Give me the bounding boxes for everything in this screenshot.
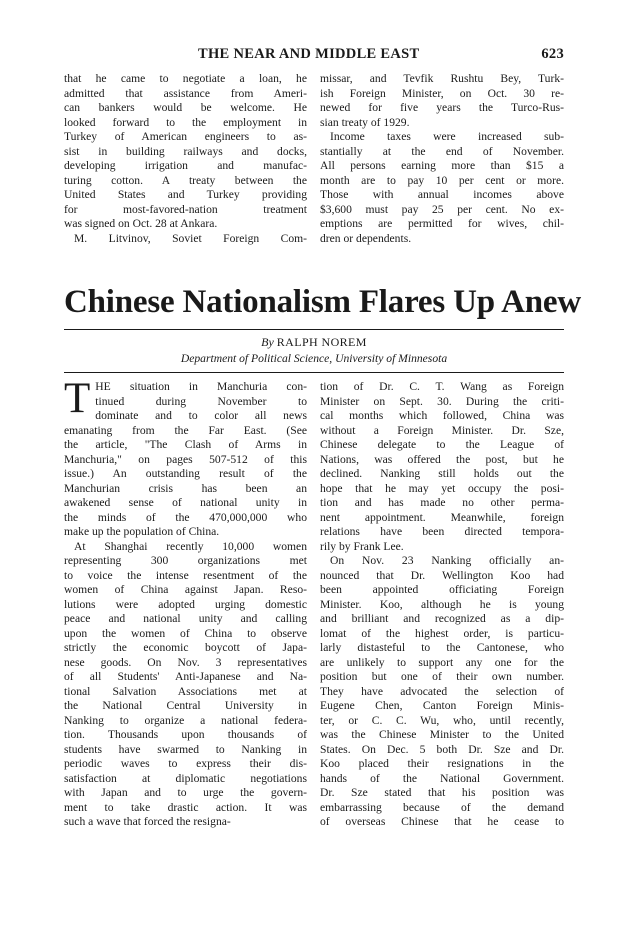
text-line: issue.) An outstanding result of the [64,467,307,480]
text-line: cal months which followed, China was [320,409,564,422]
text-line: Manchuria," on pages 507-512 of this [64,452,307,466]
text-line: nounced that Dr. Wellington Koo had [320,568,564,582]
text-line: awakened sense of national unity in [64,496,307,509]
text-line: that he came to negotiate a loan, he [64,72,307,85]
text-line: HE situation in Manchuria con- [95,380,307,393]
text-line: ter, or C. C. Wu, who, until recently, [320,713,564,727]
text-line: Manchurian crisis has been an [64,481,307,495]
text-line: M. Litvinov, Soviet Foreign Com- [74,231,307,245]
byline [64,335,564,350]
text-line: strictly the economic boycott of Japa- [64,641,307,654]
text-line: stantially at the end of November. [320,144,564,158]
byline-rule [64,372,564,373]
text-line: dren or dependents. [320,231,412,245]
text-line: Dr. Sze stated that his position was [320,786,564,799]
text-line: tion. Thousands upon thousands of [64,728,307,741]
text-line: Eugene Chen, Canton Foreign Minis- [320,699,564,712]
text-line: tinued during November to [95,394,307,408]
text-line: of all Students' Anti-Japanese and Na- [64,670,307,683]
text-line: and brilliant and recognized as a dip- [320,612,564,625]
author-affiliation: Department of Political Science, University of Minnesota [180,352,448,365]
text-line: tion of Dr. C. T. Wang as Foreign [320,380,564,393]
text-line: been appointed officiating Foreign [320,583,564,596]
text-line: lutions were adopted urging domestic [64,597,307,611]
text-line: Minister on Sept. 30. During the criti- [320,394,564,408]
text-line: tion and has made no other perma- [320,496,564,509]
text-line: nent appointment. Meanwhile, foreign [320,510,564,524]
text-line: can bankers would be welcome. He [64,101,307,114]
article-body-left-column [64,375,307,830]
text-line: On Nov. 23 Nanking officially an- [330,554,564,567]
running-header [64,46,564,66]
text-line: without a Foreign Minister. Dr. Sze, [320,423,564,437]
text-line: developing irrigation and manufac- [64,159,307,172]
text-line: Chinese delegate to the League of [320,438,564,451]
text-line: looked forward to the employment in [64,115,307,129]
text-line: for most-favored-nation treatment [64,202,307,216]
text-line: sian treaty of 1929. [320,115,410,129]
text-line: peace and national unity and calling [64,612,307,625]
text-line: They have advocated the selection of [320,684,564,698]
text-line: Koo placed their resignations in the [320,757,564,770]
text-line: hope that he may yet occupy the posi- [320,481,564,495]
article-headline: Chinese Nationalism Flares Up Anew [64,284,581,320]
page-number: 623 [541,46,564,62]
text-line: the minds of the 470,000,000 who [64,510,307,524]
text-line: emanating from the Far East. (See [64,423,307,437]
text-line: embarrassing because of the demand [320,800,564,814]
text-line: dominate and to color all news [95,409,307,422]
text-line: larly distasteful to the Cantonese, who [320,641,564,654]
text-line: upon the women of China to observe [64,626,307,640]
text-line: Those with annual incomes above [320,188,564,201]
text-line: At Shanghai recently 10,000 women [74,539,307,553]
text-line: was signed on Oct. 28 at Ankara. [64,217,218,230]
text-line: to voice the intense resentment of the [64,568,307,582]
text-line: sist in building railways and docks, [64,144,307,158]
text-line: position but one of their own number. [320,670,564,683]
text-line: ish Foreign Minister, on Oct. 30 re- [320,86,564,100]
text-line: Turkey of American engineers to as- [64,130,307,143]
text-line: newed for five years the Turco-Rus- [320,101,564,114]
text-line: Income taxes were increased sub- [330,130,564,143]
text-line: missar, and Tevfik Rushtu Bey, Turk- [320,72,564,85]
text-line: periodic waves to express their dis- [64,757,307,770]
text-line: month are to pay 10 per cent or more. [320,173,564,187]
text-line: of overseas Chinese that he cease to [320,815,564,828]
text-line: was the Chinese Minister to the United [320,728,564,741]
text-line: $3,600 must pay 25 per cent. No ex- [320,202,564,216]
text-line: ment to take drastic action. It was [64,800,307,814]
text-line: Minister. Koo, although he is young [320,597,564,611]
text-line: satisfaction at diplomatic negotiations [64,771,307,785]
text-line: States. On Dec. 5 both Dr. Sze and Dr. [320,742,564,756]
byline-prefix: By [261,335,274,349]
text-line: with Japan and to urge the govern- [64,786,307,799]
text-line: representing 300 organizations met [64,554,307,567]
text-line: the National Central University in [64,699,307,712]
text-line: are unlikely to support any one for the [320,655,564,669]
text-line: All persons earning more than $15 a [320,159,564,172]
text-line: lomat of the highest order, is particu- [320,626,564,640]
drop-cap: T [64,375,91,422]
text-line: students have swarmed to Nanking in [64,742,307,756]
text-line: hands of the National Government. [320,771,564,785]
text-line: Nanking to organize a national federa- [64,713,307,727]
text-line: declined. Nanking still holds out the [320,467,564,480]
text-line: emptions are permitted for wives, chil- [320,217,564,230]
text-line: nese goods. On Nov. 3 representatives [64,655,307,669]
text-line: rily by Frank Lee. [320,539,404,553]
text-line: Nations, was offered the post, but he [320,452,564,466]
author-name: RALPH NOREM [276,335,367,349]
text-line: relations have been directed tempora- [320,525,564,538]
text-line: tional Salvation Associations met at [64,684,307,698]
text-line: the article, "The Clash of Arms in [64,438,307,451]
text-line: make up the population of China. [64,525,220,538]
text-line: turing cotton. A treaty between the [64,173,307,187]
text-line: women of China against Japan. Reso- [64,583,307,596]
headline-rule [64,329,564,330]
text-line: United States and Turkey providing [64,188,307,201]
continued-text-left-column [64,72,307,246]
continued-text-right-column [320,72,564,246]
section-title: THE NEAR AND MIDDLE EAST [198,46,420,62]
article-body-right-column [320,380,564,830]
article-body-left-lines [64,375,307,830]
text-line: such a wave that forced the resigna- [64,815,231,828]
text-line: admitted that assistance from Ameri- [64,86,307,100]
